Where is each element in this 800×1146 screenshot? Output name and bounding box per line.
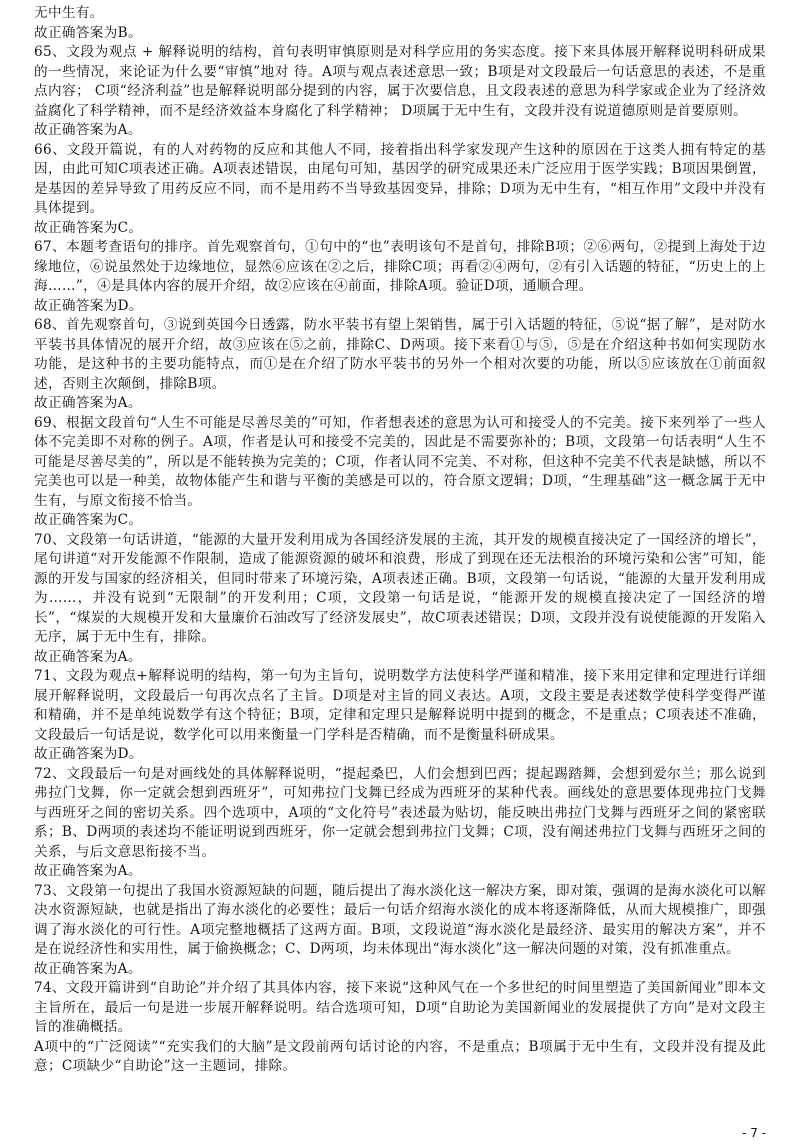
answer-line: 故正确答案为C。 <box>34 512 143 528</box>
page-number: - 7 - <box>742 1126 766 1140</box>
answer-line: 故正确答案为A。 <box>34 395 142 411</box>
paragraph: 68、首先观察首句，③说到英国今日透露，防水平装书有望上架销售，属于引入话题的特征，⑤说“据了解”，是对防水平装书具体情况的展开介绍，故③应该在⑤之前，排除C、D两项。接下来看①与⑤，⑤是在介绍这种书如何实现防水功能，是这种书的主要功能特点，而①是在介绍了防水平装书的另外一个相对次要的功能，所以⑤应该放在①前面叙述，否则主次颠倒，排除B项。 <box>34 317 766 392</box>
paragraph: 67、本题考查语句的排序。首先观察首句，①句中的“也”表明该句不是首句，排除B项；②⑥两句，②提到上海处于边缘地位，⑥说虽然处于边缘地位，显然⑥应该在②之后，排除C项；再看②④两句，②有引入话题的特征，“历史上的上海……”，④是具体内容的展开介绍，故②应该在④前面，排除A项。验证D项，通顺合理。 <box>34 239 766 294</box>
paragraph: A项中的“广泛阅读”“充实我们的大脑”是文段前两句话讨论的内容，不是重点；B项属于无中生有，文段并没有提及此意；C项缺少“自助论”这一主题词，排除。 <box>34 1038 766 1074</box>
paragraph: 71、文段为观点+解释说明的结构，第一句为主旨句，说明数学方法使科学严谨和精准，接下来用定律和定理进行详细展开解释说明，文段最后一句再次点名了主旨。D项是对主旨的同义表达。A项，文段主要是表述数学使科学变得严谨和精确，并不是单纯说数学有这个特征；B项，定律和定理只是解释说明中提到的概念，不是重点；C项表述不准确，文段最后一句话是说，数学化可以用来衡量一门学科是否精确，而不是衡量科研成果。 <box>34 668 766 743</box>
paragraph: 69、根据文段首句“人生不可能是尽善尽美的”可知，作者想表述的意思为认可和接受人的不完美。接下来列举了一些人体不完美即不对称的例子。A项，作者是认可和接受不完美的，因此是不需要弥补的；B项，文段第一句话表明“人生不可能是尽善尽美的”，所以是不能转换为完美的；C项，作者认同不完美、不对称，但这种不完美不代表是缺憾，所以不完美也可以是一种美，故物体能产生和谐与平衡的美感是可以的，符合原文逻辑；D项，“生理基础”这一概念属于无中生有，与原文衔接不恰当。 <box>34 414 766 509</box>
answer-line: 故正确答案为A。 <box>34 863 142 879</box>
paragraph: 65、文段为观点 + 解释说明的结构，首句表明审慎原则是对科学应用的务实态度。接下来具体展开解释说明科研成果的一些情况，来论证为什么要“审慎”地对 待。A项与观点表述意思一致；B项是对文段最后一句话意思的表述，不是重点内容； C项“经济利益”也是解释说明部分提到的内容，属于次要信息，且文段表述的意思为科学家或企业为了经济效益腐化了科学精神，而不是经济效益本身腐化了科学精神； D项属于无中生有，文段并没有说道德原则是首要原则。 <box>34 44 766 119</box>
answer-line: 故正确答案为A。 <box>34 122 142 138</box>
paragraph: 74、文段开篇讲到“自助论”并介绍了其具体内容，接下来说“这种风气在一个多世纪的时间里塑造了美国新闻业”即本文主旨所在，最后一句是进一步展开解释说明。结合选项可知，D项“自助论为美国新闻业的发展提供了方向”是对文段主旨的准确概括。 <box>34 980 766 1035</box>
paragraph: 66、文段开篇说，有的人对药物的反应和其他人不同，接着指出科学家发现产生这种的原因在于这类人拥有特定的基因，由此可知C项表述正确。A项表述错误，由尾句可知，基因学的研究成果还未广泛应用于医学实践；B项因果倒置，是基因的差异导致了用药反应不同，而不是用药不当导致基因变异，排除；D项为无中生有，“相互作用”文段中并没有具体提到。 <box>34 141 766 216</box>
answer-line: 故正确答案为A。 <box>34 960 142 977</box>
answer-line: 故正确答案为B。 <box>34 24 142 41</box>
paragraph: 70、文段第一句话讲道，“能源的大量开发利用成为各国经济发展的主流，其开发的规模直接决定了一国经济的增长”，尾句讲道“对开发能源不作限制，造成了能源资源的破坏和浪费，形成了到现在还无法根治的环境污染和公害”可知，能源的开发与国家的经济相关，但同时带来了环境污染，A项表述正确。B项，文段第一句话说，“能源的大量开发利用成为……，并没有说到“无限制”的开发利用；C项，文段第一句话是说，“能源开发的规模直接决定了一国经济的增长”，“煤炭的大规模开发和大量廉价石油改写了经济发展史”，故C项表述错误；D项，文段并没有说使能源的开发陷入无序，属于无中生有，排除。 <box>34 531 766 645</box>
answer-line: 故正确答案为C。 <box>34 219 143 236</box>
answer-line: 故正确答案为A。 <box>34 648 142 665</box>
answer-explanations <box>34 4 766 1077</box>
answer-line: 故正确答案为D。 <box>34 746 143 762</box>
paragraph: 72、文段最后一句是对画线处的具体解释说明，“提起桑巴，人们会想到巴西；提起踢踏舞，会想到爱尔兰；那么说到弗拉门戈舞，你一定就会想到西班牙”，可知弗拉门戈舞已经成为西班牙的某种代表。画线处的意思要体现弗拉门戈舞与西班牙之间的密切关系。四个选项中，A项的“文化符号”表述最为贴切，能反映出弗拉门戈舞与西班牙之间的紧密联系；B、D两项的表述均不能证明说到西班牙，你一定就会想到弗拉门戈舞；C项，没有阐述弗拉门戈舞与西班牙之间的关系，与后文意思衔接不当。 <box>34 765 766 860</box>
answer-line: 故正确答案为D。 <box>34 297 143 314</box>
paragraph: 无中生有。 <box>34 5 104 21</box>
paragraph: 73、文段第一句提出了我国水资源短缺的问题，随后提出了海水淡化这一解决方案，即对策，强调的是海水淡化可以解决水资源短缺，也就是指出了海水淡化的必要性；最后一句话介绍海水淡化的成本将逐渐降低，从而大规模推广，即强调了海水淡化的可行性。A项完整地概括了这两方面。B项，文段说道“海水淡化是最经济、最实用的解决方案”，并不是在说经济性和实用性，属于偷换概念；C、D两项，均未体现出“海水淡化”这一解决问题的对策，没有抓准重点。 <box>34 882 766 957</box>
